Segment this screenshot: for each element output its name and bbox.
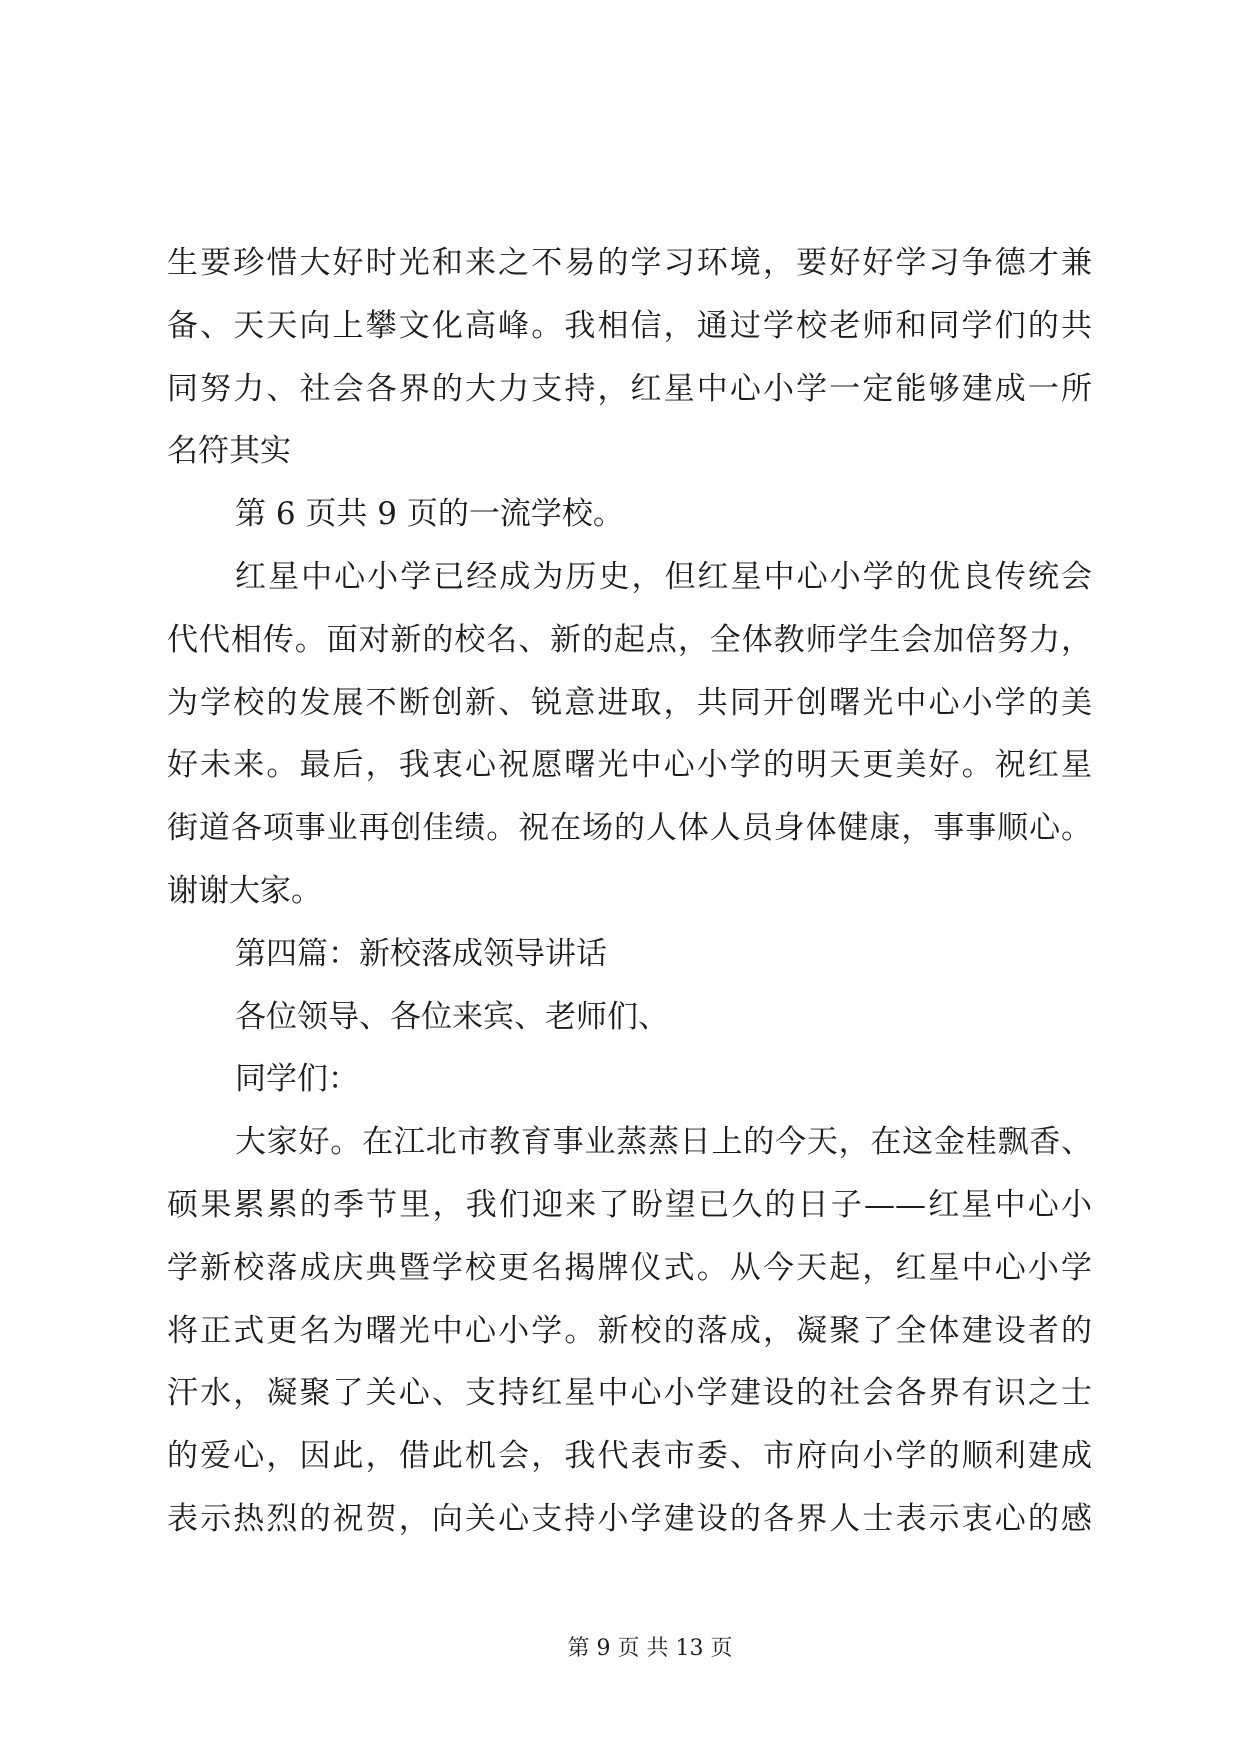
text-line: 同努力、社会各界的大力支持，红星中心小学一定能够建成一所 [167, 370, 1092, 407]
paragraph [167, 1048, 1092, 1111]
text-line: 好未来。最后，我衷心祝愿曙光中心小学的明天更美好。祝红星 [167, 747, 1092, 784]
text-line: 汗水，凝聚了关心、支持红星中心小学建设的社会各界有识之士 [167, 1375, 1092, 1412]
text-line: 街道各项事业再创佳绩。祝在场的人体人员身体健康，事事顺心。 [167, 810, 1092, 847]
section-heading: 第四篇：新校落成领导讲话 [235, 935, 607, 972]
paragraph [167, 986, 1092, 1049]
text-line: 学新校落成庆典暨学校更名揭牌仪式。从今天起，红星中心小学 [167, 1249, 1092, 1286]
text-line: 的爱心，因此，借此机会，我代表市委、市府向小学的顺利建成 [167, 1438, 1092, 1475]
text-line: 为学校的发展不断创新、锐意进取，共同开创曙光中心小学的美 [167, 684, 1092, 721]
text-line: 名符其实 [167, 433, 291, 470]
document-body [167, 232, 1092, 1551]
text-line: 谢谢大家。 [167, 872, 322, 909]
text-line: 代代相传。面对新的校名、新的起点，全体教师学生会加倍努力， [167, 621, 1092, 658]
paragraph [167, 232, 1092, 483]
paragraph [167, 1111, 1092, 1551]
text-line: 第 6 页共 9 页的一流学校。 [235, 496, 624, 533]
paragraph [167, 923, 1092, 986]
page-number-indicator: 第 9 页 共 13 页 [567, 1636, 733, 1661]
text-line: 红星中心小学已经成为历史，但红星中心小学的优良传统会 [235, 558, 1092, 595]
text-line: 大家好。在江北市教育事业蒸蒸日上的今天，在这金桂飘香、 [235, 1124, 1092, 1161]
text-line: 硕果累累的季节里，我们迎来了盼望已久的日子——红星中心小 [167, 1186, 1092, 1223]
paragraph [167, 483, 1092, 546]
text-line: 生要珍惜大好时光和来之不易的学习环境，要好好学习争德才兼 [167, 245, 1092, 281]
salutation-line: 各位领导、各位来宾、老师们、 [235, 998, 669, 1035]
page-footer [300, 1634, 1000, 1664]
salutation-line: 同学们： [235, 1061, 359, 1098]
text-line: 表示热烈的祝贺，向关心支持小学建设的各界人士表示衷心的感 [167, 1500, 1092, 1537]
text-line: 备、天天向上攀文化高峰。我相信，通过学校老师和同学们的共 [167, 307, 1092, 344]
paragraph [167, 546, 1092, 923]
text-line: 将正式更名为曙光中心小学。新校的落成，凝聚了全体建设者的 [167, 1312, 1092, 1349]
